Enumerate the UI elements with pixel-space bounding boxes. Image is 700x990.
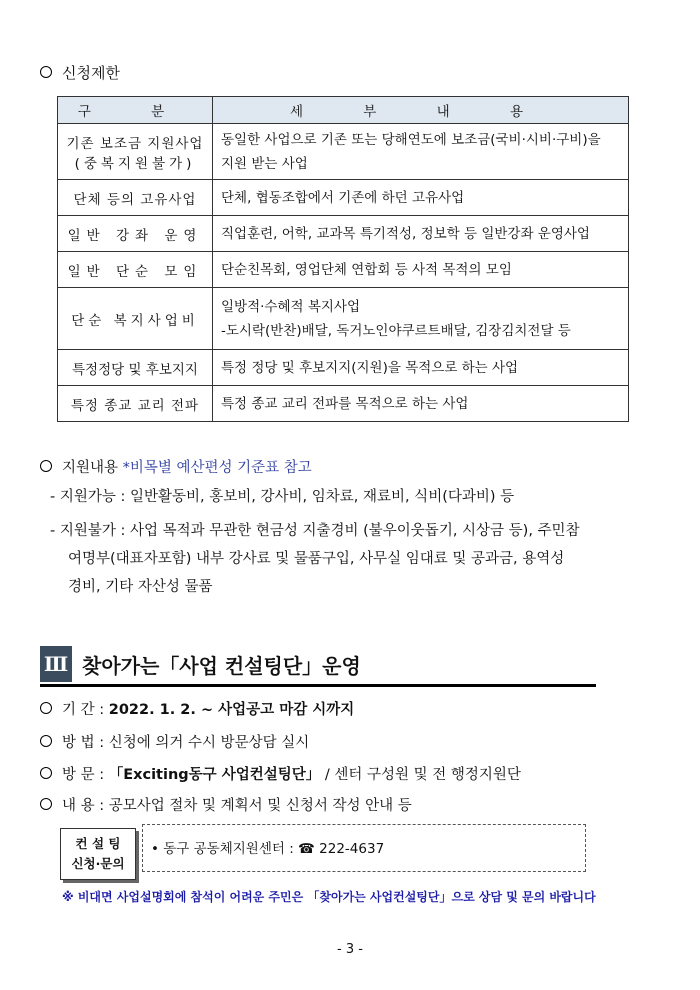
table-header-category: 구 분: [58, 97, 213, 124]
table-header-detail: 세 부 내 용: [213, 97, 629, 124]
support-allowed: - 지원가능 : 일반활동비, 홍보비, 강사비, 임차료, 재료비, 식비(다과비) 등: [50, 489, 515, 505]
table-cell-category: 특정정당 및 후보지지: [58, 350, 213, 386]
info-content: 내 용 : 공모사업 절차 및 계획서 및 신청서 작성 안내 등: [40, 794, 412, 815]
section-title: 찾아가는「사업 컨설팅단」운영: [82, 654, 361, 678]
section-numeral: Ⅲ: [40, 646, 72, 682]
info-period: 기 간 : 2022. 1. 2. ~ 사업공고 마감 시까지: [40, 698, 354, 719]
table-row: [58, 180, 629, 216]
circle-bullet-icon: [40, 767, 52, 779]
circle-bullet-icon: [40, 702, 52, 714]
support-disallowed-line2: 여명부(대표자포함) 내부 강사료 및 물품구입, 사무실 임대료 및 공과금, 용역성: [68, 551, 565, 567]
limits-table: [57, 96, 629, 422]
notice-text: ※ 비대면 사업설명회에 참석이 어려운 주민은 「찾아가는 사업컨설팅단」으로 상담 및 문의 바랍니다: [62, 890, 596, 904]
table-cell-category: 단순 복지사업비: [58, 288, 213, 350]
section-header: [40, 644, 596, 687]
table-cell-category: 단체 등의 고유사업: [58, 180, 213, 216]
table-cell-category: 일반 강좌 운영: [58, 216, 213, 252]
table-header-row: [58, 97, 629, 124]
table-cell-category: 특정 종교 교리 전파: [58, 386, 213, 422]
table-row: [58, 124, 629, 180]
circle-bullet-icon: [40, 460, 52, 472]
table-row: [58, 386, 629, 422]
support-disallowed-line3: 경비, 기타 자산성 물품: [68, 579, 213, 595]
support-disallowed-line1: - 지원불가 : 사업 목적과 무관한 현금성 지출경비 (불우이웃돕기, 시상금 등), 주민참: [50, 523, 580, 539]
info-visit: 방 문 : 「Exciting동구 사업컨설팅단」 / 센터 구성원 및 전 행정지원단: [40, 763, 521, 784]
limits-section-title: 신청제한: [40, 62, 120, 83]
table-cell-category: 일반 단순 모임: [58, 252, 213, 288]
table-cell-detail: 동일한 사업으로 기존 또는 당해연도에 보조금(국비·시비·구비)을 지원 받는 사업: [213, 124, 629, 180]
table-row: [58, 288, 629, 350]
table-row: [58, 350, 629, 386]
phone-icon: ☎: [298, 841, 315, 857]
table-cell-detail: 일방적·수혜적 복지사업 -도시락(반찬)배달, 독거노인야쿠르트배달, 김장김치전달 등: [213, 288, 629, 350]
support-section-title: 지원내용 *비목별 예산편성 기준표 참고: [40, 456, 312, 477]
table-cell-detail: 직업훈련, 어학, 교과목 특기적성, 정보학 등 일반강좌 운영사업: [213, 216, 629, 252]
circle-bullet-icon: [40, 798, 52, 810]
contact-label-box: 컨 설 팅 신청·문의: [60, 828, 136, 880]
phone-number: 222-4637: [314, 841, 385, 857]
circle-bullet-icon: [40, 66, 52, 78]
circle-bullet-icon: [40, 735, 52, 747]
table-cell-category: 기존 보조금 지원사업 (중복지원불가): [58, 124, 213, 180]
contact-detail-box: • 동구 공동체지원센터 : ☎ 222-4637: [142, 824, 586, 872]
budget-reference-note: *비목별 예산편성 기준표 참고: [122, 460, 312, 476]
info-method: 방 법 : 신청에 의거 수시 방문상담 실시: [40, 731, 309, 752]
table-row: [58, 252, 629, 288]
table-row: [58, 216, 629, 252]
page-number: - 3 -: [337, 942, 363, 957]
table-cell-detail: 특정 정당 및 후보지지(지원)을 목적으로 하는 사업: [213, 350, 629, 386]
table-cell-detail: 단순친목회, 영업단체 연합회 등 사적 목적의 모임: [213, 252, 629, 288]
table-cell-detail: 단체, 협동조합에서 기존에 하던 고유사업: [213, 180, 629, 216]
table-cell-detail: 특정 종교 교리 전파를 목적으로 하는 사업: [213, 386, 629, 422]
